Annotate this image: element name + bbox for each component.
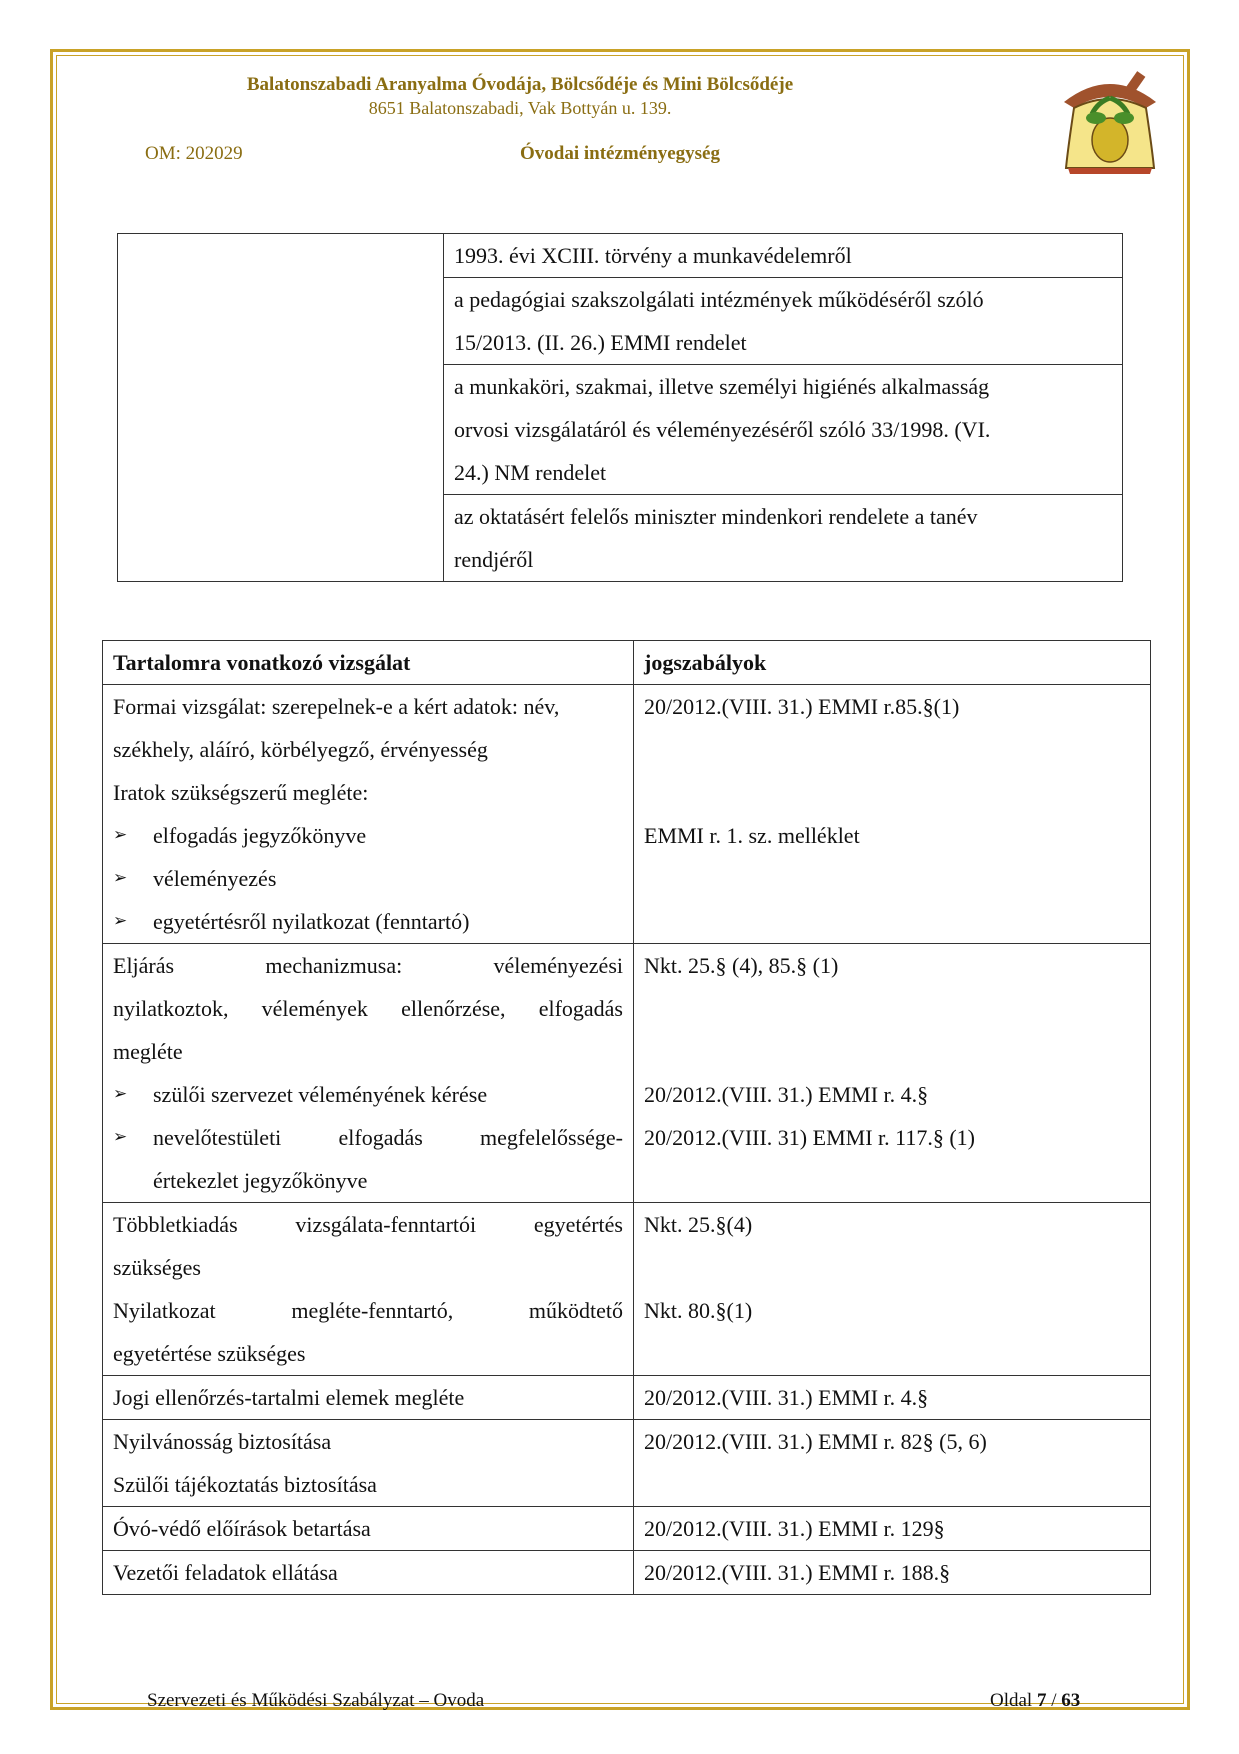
list-item: ➢ nevelőtestületi elfogadás megfelelőssége- értekezlet jegyzőkönyve — [113, 1116, 623, 1202]
regulation-cell: 20/2012.(VIII. 31.) EMMI r. 129§ — [634, 1507, 1151, 1551]
regulation-cell: Nkt. 25.§ (4), 85.§ (1) 20/2012.(VIII. 31.) EMMI r. 4.§ 20/2012.(VIII. 31) EMMI r. 117.§ (1) — [634, 944, 1151, 1203]
table-row: az oktatásért felelős miniszter mindenkori rendelete a tanév rendjéről — [444, 495, 1123, 582]
arrowhead-bullet-icon: ➢ — [113, 1084, 128, 1104]
regulation-cell: Nkt. 25.§(4) Nkt. 80.§(1) — [634, 1203, 1151, 1376]
review-cell: Többletkiadás vizsgálata-fenntartói egyetértés szükséges Nyilatkozat megléte-fenntartó, működtető egyetértése szükséges — [103, 1203, 634, 1376]
review-cell: Eljárás mechanizmusa: véleményezési nyilatkoztok, vélemények ellenőrzése, elfogadás megléte ➢ szülői szervezet véleményének kérése ➢ nevelőtestületi elfogadás megfelelőssége- értekezlet jegyzőkönyve — [103, 944, 634, 1203]
legal-references-table-continued — [117, 233, 1123, 582]
page-number: Oldal 7 / 63 — [990, 1690, 1081, 1711]
table-row: a pedagógiai szakszolgálati intézmények működéséről szóló 15/2013. (II. 26.) EMMI rendelet — [444, 278, 1123, 365]
table-row — [103, 685, 1151, 944]
list-item: ➢ elfogadás jegyzőkönyve — [113, 814, 623, 857]
arrowhead-bullet-icon: ➢ — [113, 825, 128, 845]
arrowhead-bullet-icon: ➢ — [113, 911, 128, 931]
regulation-cell: 20/2012.(VIII. 31.) EMMI r.85.§(1) EMMI r. 1. sz. melléklet — [634, 685, 1151, 944]
table-row: 1993. évi XCIII. törvény a munkavédelemről — [444, 234, 1123, 278]
list-item: ➢ véleményezés — [113, 857, 623, 900]
table-row — [103, 1420, 1151, 1507]
list-item: ➢ szülői szervezet véleményének kérése — [113, 1073, 623, 1116]
table-row — [103, 1376, 1151, 1420]
column-header-regulations: jogszabályok — [634, 641, 1151, 685]
regulation-cell: 20/2012.(VIII. 31.) EMMI r. 188.§ — [634, 1551, 1151, 1595]
table-row: a munkaköri, szakmai, illetve személyi higiénés alkalmasság orvosi vizsgálatáról és véleményezéséről szóló 33/1998. (VI. 24.) NM rendelet — [444, 365, 1123, 495]
content-review-table — [102, 640, 1151, 1595]
table-row — [103, 1203, 1151, 1376]
review-cell: Formai vizsgálat: szerepelnek-e a kért adatok: név, székhely, aláíró, körbélyegző, érvényesség Iratok szükségszerű megléte: ➢ elfogadás jegyzőkönyve ➢ véleményezés ➢ egyetértésről nyilatkozat (fenntartó) — [103, 685, 634, 944]
document-title-footer: Szervezeti és Működési Szabályzat – Ovoda — [147, 1690, 485, 1711]
institution-name: Balatonszabadi Aranyalma Óvodája, Bölcsődéje és Mini Bölcsődéje — [246, 74, 794, 95]
institution-address: 8651 Balatonszabadi, Vak Bottyán u. 139. — [368, 98, 672, 118]
regulation-cell: 20/2012.(VIII. 31.) EMMI r. 82§ (5, 6) — [634, 1420, 1151, 1507]
review-cell: Nyilvánosság biztosítása Szülői tájékoztatás biztosítása — [103, 1420, 634, 1507]
arrowhead-bullet-icon: ➢ — [113, 868, 128, 888]
regulation-cell: 20/2012.(VIII. 31.) EMMI r. 4.§ — [634, 1376, 1151, 1420]
review-cell: Óvó-védő előírások betartása — [103, 1507, 634, 1551]
empty-category-cell — [118, 234, 444, 582]
review-cell: Vezetői feladatok ellátása — [103, 1551, 634, 1595]
unit-name: Óvodai intézményegység — [519, 143, 720, 164]
table-row — [103, 1551, 1151, 1595]
list-item: ➢ egyetértésről nyilatkozat (fenntartó) — [113, 900, 623, 943]
om-identifier: OM: 202029 — [145, 143, 243, 164]
review-cell: Jogi ellenőrzés-tartalmi elemek megléte — [103, 1376, 634, 1420]
table-row — [103, 1507, 1151, 1551]
arrowhead-bullet-icon: ➢ — [113, 1127, 128, 1147]
golden-apple-bell-logo — [1058, 68, 1162, 180]
table-row — [103, 944, 1151, 1203]
column-header-review: Tartalomra vonatkozó vizsgálat — [103, 641, 634, 685]
